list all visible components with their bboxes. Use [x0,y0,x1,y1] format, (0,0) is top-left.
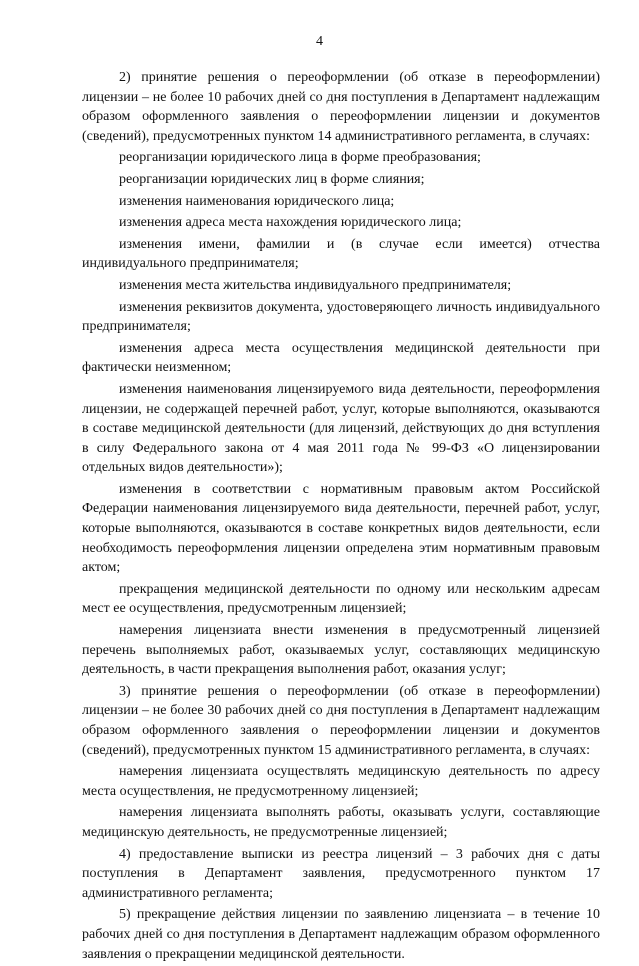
case-legal-address-change: изменения адреса места нахождения юридического лица; [119,215,462,231]
case-entrepreneur-residence-change: изменения места жительства индивидуального предпринимателя; [119,277,512,293]
paragraph-item-3: 3) принятие решения о переоформлении (об отказе в переоформлении) лицензии – не более 30 рабочих дней со дня поступления в Департамент надлежащим образом оформленного заявления о переоформлении лицензии и документов (сведений), предусмотренных пунктом 15 административного регламента, в случаях: [82,683,600,758]
case-normative-act-change: изменения в соответствии с нормативным правовым актом Российской Федерации наименования лицензируемого вида деятельности, перечней работ, услуг, которые выполняются, оказываются в составе конкретных видов деятельности, если необходимость переоформления лицензии определена этим нормативным правовым актом; [82,481,600,576]
case-activity-address-change: изменения адреса места осуществления медицинской деятельности при фактически неизменном; [82,340,600,376]
case-new-works: намерения лицензиата выполнять работы, оказывать услуги, составляющие медицинскую деятельность, не предусмотренные лицензией; [82,805,600,840]
case-works-list-reduction: намерения лицензиата внести изменения в предусмотренный лицензией перечень выполняемых работ, оказываемых услуг, составляющих медицинскую деятельность, в части прекращения выполнения работ, оказания услуг; [82,623,600,678]
paragraph-item-4: 4) предоставление выписки из реестра лицензий – 3 рабочих дня с даты поступления в Департамент заявления, предусмотренного пунктом 17 административного регламента; [82,846,600,901]
paragraph-item-5: 5) прекращение действия лицензии по заявлению лицензиата – в течение 10 рабочих дней со дня поступления в Департамент надлежащим образом оформленного заявления о прекращении медицинской деятельности. [82,907,600,962]
case-termination-at-addresses: прекращения медицинской деятельности по одному или нескольким адресам мест ее осуществления, предусмотренным лицензией; [82,581,600,617]
paragraph-item-2: 2) принятие решения о переоформлении (об отказе в переоформлении) лицензии – не более 10 рабочих дней со дня поступления в Департамент надлежащим образом оформленного заявления о переоформлении лицензии и документов (сведений), предусмотренных пунктом 14 административного регламента, в случаях: [82,70,600,144]
document-body [82,68,600,966]
case-new-activity-address: намерения лицензиата осуществлять медицинскую деятельность по адресу места осуществления, не предусмотренному лицензией; [82,764,600,799]
case-reorganization-transformation: реорганизации юридического лица в форме преобразования; [119,150,481,166]
page-number: 4 [316,34,323,49]
case-identity-document-change: изменения реквизитов документа, удостоверяющего личность индивидуального предпринимателя; [82,299,600,335]
case-legal-name-change: изменения наименования юридического лица; [119,193,395,209]
case-reorganization-merger: реорганизации юридических лиц в форме слияния; [119,171,425,187]
case-activity-name-change: изменения наименования лицензируемого вида деятельности, переоформления лицензии, не содержащей перечней работ, услуг, которые выполняются, оказываются в составе медицинской деятельности (для лицензий, действующих до дня вступления в силу Федерального закона от 4 мая 2011 года № 99-ФЗ «О лицензировании отдельных видов деятельности»); [82,381,600,476]
case-entrepreneur-name-change: изменения имени, фамилии и (в случае если имеется) отчества индивидуального предпринимателя; [82,236,600,272]
